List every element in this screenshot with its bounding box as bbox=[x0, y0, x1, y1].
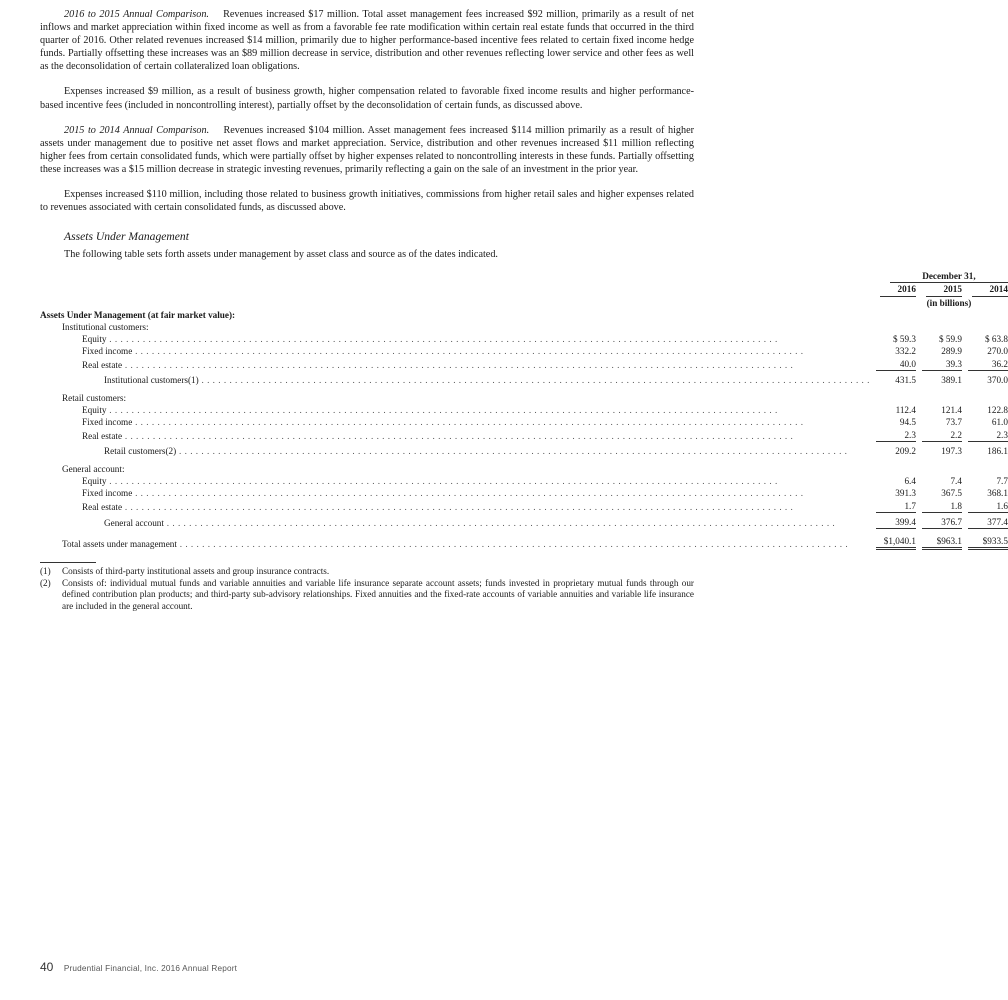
page-number: 40 bbox=[40, 960, 54, 974]
value-cell: 61.0 bbox=[991, 417, 1008, 428]
row-label: Fixed income . . . . . . . . . . . . . . . . . . . . . . . . . . . . . . . . . . . . . . . . . . . . . . . . . . . . . . . . . . . . . . . . . . . . . . . . . . . . . . . . . . . . . . . . . . . . . . . . . . . . . . . . . . . . . . . . . . . . . . . . bbox=[82, 488, 804, 499]
table-row bbox=[40, 487, 1008, 499]
value-cell: 73.7 bbox=[945, 417, 962, 428]
table-row bbox=[40, 345, 1008, 357]
aum-table-body bbox=[40, 270, 1008, 550]
group-heading: Institutional customers: bbox=[62, 322, 149, 333]
footnote-text: Consists of third-party institutional assets and group insurance contracts. bbox=[62, 566, 330, 577]
leader-dots: . . . . . . . . . . . . . . . . . . . . . . . . . . . . . . . . . . . . . . . . . . . . . . . . . . . . . . . . . . . . . . . . . . . . . . . . . . . . . . . . . . . . . . . . . . . . . . . . . . . . . . . . . . . . . . . . . . . . . . . . bbox=[106, 405, 778, 416]
subtotal-row bbox=[40, 371, 1008, 386]
paragraph-2016-vs-2015-revenues bbox=[40, 8, 694, 73]
table-row bbox=[40, 500, 1008, 513]
table-title: Assets Under Management (at fair market value): bbox=[40, 309, 236, 320]
row-label: Real estate . . . . . . . . . . . . . . . . . . . . . . . . . . . . . . . . . . . . . . . . . . . . . . . . . . . . . . . . . . . . . . . . . . . . . . . . . . . . . . . . . . . . . . . . . . . . . . . . . . . . . . . . . . . . . . . . . . . . . . . . bbox=[82, 430, 794, 441]
header-row bbox=[40, 270, 1008, 283]
section-title: Assets Under Management bbox=[64, 230, 189, 244]
value-cell: $963.1 bbox=[916, 535, 962, 550]
row-label: Fixed income . . . . . . . . . . . . . . . . . . . . . . . . . . . . . . . . . . . . . . . . . . . . . . . . . . . . . . . . . . . . . . . . . . . . . . . . . . . . . . . . . . . . . . . . . . . . . . . . . . . . . . . . . . . . . . . . . . . . . . . . bbox=[82, 346, 804, 357]
header-period: December 31, bbox=[870, 270, 1008, 283]
footnotes bbox=[40, 562, 694, 612]
table-intro: The following table sets forth assets under management by asset class and source as of the dates indicated. bbox=[64, 249, 498, 261]
table-row bbox=[40, 358, 1008, 371]
leader-dots: . . . . . . . . . . . . . . . . . . . . . . . . . . . . . . . . . . . . . . . . . . . . . . . . . . . . . . . . . . . . . . . . . . . . . . . . . . . . . . . . . . . . . . . . . . . . . . . . . . . . . . . . . . . . . . . . . . . . . . . . bbox=[176, 539, 849, 550]
value-cell: 39.3 bbox=[916, 358, 962, 371]
value-cell: 197.3 bbox=[941, 445, 962, 456]
page-body bbox=[40, 0, 1008, 613]
subtotal-row bbox=[40, 442, 1008, 457]
footnote-divider bbox=[40, 562, 96, 563]
leader-dots: . . . . . . . . . . . . . . . . . . . . . . . . . . . . . . . . . . . . . . . . . . . . . . . . . . . . . . . . . . . . . . . . . . . . . . . . . . . . . . . . . . . . . . . . . . . . . . . . . . . . . . . . . . . . . . . . . . . . . . . . bbox=[122, 430, 794, 441]
table-row bbox=[40, 333, 1008, 345]
value-cell: 370.0 bbox=[987, 374, 1008, 385]
group-heading-row bbox=[40, 463, 1008, 475]
value-cell: 122.8 bbox=[987, 405, 1008, 416]
group-heading-row bbox=[40, 321, 1008, 333]
header-years-row bbox=[40, 283, 1008, 296]
value-cell: 7.7 bbox=[996, 476, 1008, 487]
header-year: 2016 bbox=[870, 283, 916, 296]
paragraph-text: Expenses increased $110 million, including those related to business growth initiatives, commissions from higher retail sales and higher expenses related to revenues associated with certain consolidated funds, as discussed above. bbox=[40, 189, 694, 214]
group-heading-row bbox=[40, 392, 1008, 404]
value-cell: 389.1 bbox=[941, 374, 962, 385]
value-cell: $1,040.1 bbox=[870, 535, 916, 550]
paragraph-lead: 2016 to 2015 Annual Comparison. bbox=[64, 9, 209, 20]
value-cell: 391.3 bbox=[895, 488, 916, 499]
value-cell: 6.4 bbox=[904, 476, 916, 487]
row-label: Total assets under management . . . . . . . . . . . . . . . . . . . . . . . . . . . . . . . . . . . . . . . . . . . . . . . . . . . . . . . . . . . . . . . . . . . . . . . . . . . . . . . . . . . . . . . . . . . . . . . . . . . . . . . . . . . . . . . . . . . . . . . . bbox=[62, 539, 849, 550]
paragraph-text: Revenues increased $104 million. Asset management fees increased $114 million primarily as a result of higher assets under management due to positive net asset flows and market appreciation. Service, distribution and other revenues increased $11 million reflecting higher fees from certain consolidated funds, which were partially offset by higher expenses related to noncontrolling interests in these funds. Partially offsetting these increases was a $15 million decrease in strategic investing revenues, primarily reflecting a gain on the sale of an investment in the prior year. bbox=[40, 124, 695, 175]
value-cell: $ 63.8 bbox=[984, 334, 1008, 345]
row-label: Real estate . . . . . . . . . . . . . . . . . . . . . . . . . . . . . . . . . . . . . . . . . . . . . . . . . . . . . . . . . . . . . . . . . . . . . . . . . . . . . . . . . . . . . . . . . . . . . . . . . . . . . . . . . . . . . . . . . . . . . . . . bbox=[82, 359, 794, 370]
footnote bbox=[40, 566, 694, 578]
value-cell: 7.4 bbox=[950, 476, 962, 487]
paragraph-2015-vs-2014-expenses bbox=[40, 188, 694, 214]
group-heading: Retail customers: bbox=[62, 393, 127, 404]
value-cell: 1.6 bbox=[962, 500, 1008, 513]
value-cell: 1.8 bbox=[916, 500, 962, 513]
value-cell: 270.0 bbox=[987, 346, 1008, 357]
value-cell: $ 59.3 bbox=[892, 334, 916, 345]
paragraph-2015-vs-2014-revenues bbox=[40, 124, 694, 176]
row-label: Equity . . . . . . . . . . . . . . . . . . . . . . . . . . . . . . . . . . . . . . . . . . . . . . . . . . . . . . . . . . . . . . . . . . . . . . . . . . . . . . . . . . . . . . . . . . . . . . . . . . . . . . . . . . . . . . . . . . . . . . . . bbox=[82, 405, 778, 416]
footnote-mark: (2) bbox=[40, 577, 51, 588]
row-label: Real estate . . . . . . . . . . . . . . . . . . . . . . . . . . . . . . . . . . . . . . . . . . . . . . . . . . . . . . . . . . . . . . . . . . . . . . . . . . . . . . . . . . . . . . . . . . . . . . . . . . . . . . . . . . . . . . . . . . . . . . . . bbox=[82, 501, 794, 512]
leader-dots: . . . . . . . . . . . . . . . . . . . . . . . . . . . . . . . . . . . . . . . . . . . . . . . . . . . . . . . . . . . . . . . . . . . . . . . . . . . . . . . . . . . . . . . . . . . . . . . . . . . . . . . . . . . . . . . . . . . . . . . . bbox=[122, 501, 794, 512]
value-cell: 367.5 bbox=[941, 488, 962, 499]
row-label: Retail customers(2) . . . . . . . . . . . . . . . . . . . . . . . . . . . . . . . . . . . . . . . . . . . . . . . . . . . . . . . . . . . . . . . . . . . . . . . . . . . . . . . . . . . . . . . . . . . . . . . . . . . . . . . . . . . . . . . . . . . . . . . . bbox=[104, 445, 848, 456]
footnote-text: Consists of: individual mutual funds and variable annuities and variable life insurance separate account assets; funds invested in proprietary mutual funds through our defined contribution plan products; and third-party sub-advisory relationships. Fixed annuities and the fixed-rate accounts of variable annuities and variable life insurance are included in the general account. bbox=[62, 577, 694, 612]
leader-dots: . . . . . . . . . . . . . . . . . . . . . . . . . . . . . . . . . . . . . . . . . . . . . . . . . . . . . . . . . . . . . . . . . . . . . . . . . . . . . . . . . . . . . . . . . . . . . . . . . . . . . . . . . . . . . . . . . . . . . . . . bbox=[176, 445, 848, 456]
leader-dots: . . . . . . . . . . . . . . . . . . . . . . . . . . . . . . . . . . . . . . . . . . . . . . . . . . . . . . . . . . . . . . . . . . . . . . . . . . . . . . . . . . . . . . . . . . . . . . . . . . . . . . . . . . . . . . . . . . . . . . . . bbox=[106, 476, 778, 487]
table-row bbox=[40, 429, 1008, 442]
page-footer bbox=[40, 958, 237, 976]
value-cell: 377.4 bbox=[962, 513, 1008, 529]
total-row bbox=[40, 535, 1008, 550]
value-cell: 94.5 bbox=[899, 417, 916, 428]
leader-dots: . . . . . . . . . . . . . . . . . . . . . . . . . . . . . . . . . . . . . . . . . . . . . . . . . . . . . . . . . . . . . . . . . . . . . . . . . . . . . . . . . . . . . . . . . . . . . . . . . . . . . . . . . . . . . . . . . . . . . . . . bbox=[198, 374, 870, 385]
table-row bbox=[40, 416, 1008, 428]
value-cell: 399.4 bbox=[870, 513, 916, 529]
row-label: Equity . . . . . . . . . . . . . . . . . . . . . . . . . . . . . . . . . . . . . . . . . . . . . . . . . . . . . . . . . . . . . . . . . . . . . . . . . . . . . . . . . . . . . . . . . . . . . . . . . . . . . . . . . . . . . . . . . . . . . . . . bbox=[82, 476, 778, 487]
value-cell: $ 59.9 bbox=[938, 334, 962, 345]
value-cell: 289.9 bbox=[941, 346, 962, 357]
header-unit: (in billions) bbox=[926, 297, 972, 308]
subtotal-row bbox=[40, 513, 1008, 529]
header-unit-row bbox=[40, 297, 1008, 309]
paragraph-lead: 2015 to 2014 Annual Comparison. bbox=[64, 124, 210, 136]
value-cell: 121.4 bbox=[941, 405, 962, 416]
row-label: General account . . . . . . . . . . . . . . . . . . . . . . . . . . . . . . . . . . . . . . . . . . . . . . . . . . . . . . . . . . . . . . . . . . . . . . . . . . . . . . . . . . . . . . . . . . . . . . . . . . . . . . . . . . . . . . . . . . . . . . . . bbox=[104, 517, 836, 528]
value-cell: 2.3 bbox=[962, 429, 1008, 442]
leader-dots: . . . . . . . . . . . . . . . . . . . . . . . . . . . . . . . . . . . . . . . . . . . . . . . . . . . . . . . . . . . . . . . . . . . . . . . . . . . . . . . . . . . . . . . . . . . . . . . . . . . . . . . . . . . . . . . . . . . . . . . . bbox=[132, 346, 804, 357]
paragraph-2016-vs-2015-expenses bbox=[40, 85, 694, 111]
value-cell: $933.5 bbox=[962, 535, 1008, 550]
leader-dots: . . . . . . . . . . . . . . . . . . . . . . . . . . . . . . . . . . . . . . . . . . . . . . . . . . . . . . . . . . . . . . . . . . . . . . . . . . . . . . . . . . . . . . . . . . . . . . . . . . . . . . . . . . . . . . . . . . . . . . . . bbox=[163, 517, 836, 528]
row-label: Fixed income . . . . . . . . . . . . . . . . . . . . . . . . . . . . . . . . . . . . . . . . . . . . . . . . . . . . . . . . . . . . . . . . . . . . . . . . . . . . . . . . . . . . . . . . . . . . . . . . . . . . . . . . . . . . . . . . . . . . . . . . bbox=[82, 417, 804, 428]
value-cell: 376.7 bbox=[916, 513, 962, 529]
table-row bbox=[40, 475, 1008, 487]
table-row bbox=[40, 404, 1008, 416]
value-cell: 431.5 bbox=[895, 374, 916, 385]
leader-dots: . . . . . . . . . . . . . . . . . . . . . . . . . . . . . . . . . . . . . . . . . . . . . . . . . . . . . . . . . . . . . . . . . . . . . . . . . . . . . . . . . . . . . . . . . . . . . . . . . . . . . . . . . . . . . . . . . . . . . . . . bbox=[132, 417, 804, 428]
value-cell: 2.2 bbox=[916, 429, 962, 442]
value-cell: 1.7 bbox=[870, 500, 916, 513]
value-cell: 186.1 bbox=[987, 445, 1008, 456]
header-year: 2015 bbox=[916, 283, 962, 296]
value-cell: 36.2 bbox=[962, 358, 1008, 371]
value-cell: 209.2 bbox=[895, 445, 916, 456]
report-source: Prudential Financial, Inc. 2016 Annual Report bbox=[63, 964, 238, 973]
aum-table bbox=[40, 270, 1008, 550]
value-cell: 112.4 bbox=[895, 405, 916, 416]
table-title-row bbox=[40, 309, 1008, 321]
row-label: Institutional customers(1) . . . . . . . . . . . . . . . . . . . . . . . . . . . . . . . . . . . . . . . . . . . . . . . . . . . . . . . . . . . . . . . . . . . . . . . . . . . . . . . . . . . . . . . . . . . . . . . . . . . . . . . . . . . . . . . . . . . . . . . . bbox=[104, 374, 870, 385]
group-heading: General account: bbox=[62, 464, 125, 475]
leader-dots: . . . . . . . . . . . . . . . . . . . . . . . . . . . . . . . . . . . . . . . . . . . . . . . . . . . . . . . . . . . . . . . . . . . . . . . . . . . . . . . . . . . . . . . . . . . . . . . . . . . . . . . . . . . . . . . . . . . . . . . . bbox=[122, 359, 794, 370]
value-cell: 332.2 bbox=[895, 346, 916, 357]
row-label: Equity . . . . . . . . . . . . . . . . . . . . . . . . . . . . . . . . . . . . . . . . . . . . . . . . . . . . . . . . . . . . . . . . . . . . . . . . . . . . . . . . . . . . . . . . . . . . . . . . . . . . . . . . . . . . . . . . . . . . . . . . bbox=[82, 334, 778, 345]
leader-dots: . . . . . . . . . . . . . . . . . . . . . . . . . . . . . . . . . . . . . . . . . . . . . . . . . . . . . . . . . . . . . . . . . . . . . . . . . . . . . . . . . . . . . . . . . . . . . . . . . . . . . . . . . . . . . . . . . . . . . . . . bbox=[132, 488, 804, 499]
paragraph-text: Revenues increased $17 million. Total asset management fees increased $92 million, primarily as a result of net inflows and market appreciation within fixed income as well as from a favorable fee rate modification within certain real estate funds that occurred in the third quarter of 2016. Other related revenues increased $14 million, primarily due to higher performance-based incentive fees related to certain fixed income hedge funds. Partially offsetting these increases was an $89 million decrease in service, distribution and other revenues reflecting lower service and other fees as well as the deconsolidation of certain collateralized loan obligations. bbox=[40, 9, 694, 73]
value-cell: 40.0 bbox=[870, 358, 916, 371]
paragraph-text: Expenses increased $9 million, as a result of business growth, higher compensation related to favorable fixed income results and higher performance-based incentive fees (included in noncontrolling interest), partially offset by the deconsolidation of certain funds, as discussed above. bbox=[40, 86, 694, 111]
header-year: 2014 bbox=[962, 283, 1008, 296]
leader-dots: . . . . . . . . . . . . . . . . . . . . . . . . . . . . . . . . . . . . . . . . . . . . . . . . . . . . . . . . . . . . . . . . . . . . . . . . . . . . . . . . . . . . . . . . . . . . . . . . . . . . . . . . . . . . . . . . . . . . . . . . bbox=[106, 334, 778, 345]
footnote bbox=[40, 578, 694, 613]
value-cell: 2.3 bbox=[870, 429, 916, 442]
value-cell: 368.1 bbox=[987, 488, 1008, 499]
footnote-mark: (1) bbox=[40, 566, 51, 577]
